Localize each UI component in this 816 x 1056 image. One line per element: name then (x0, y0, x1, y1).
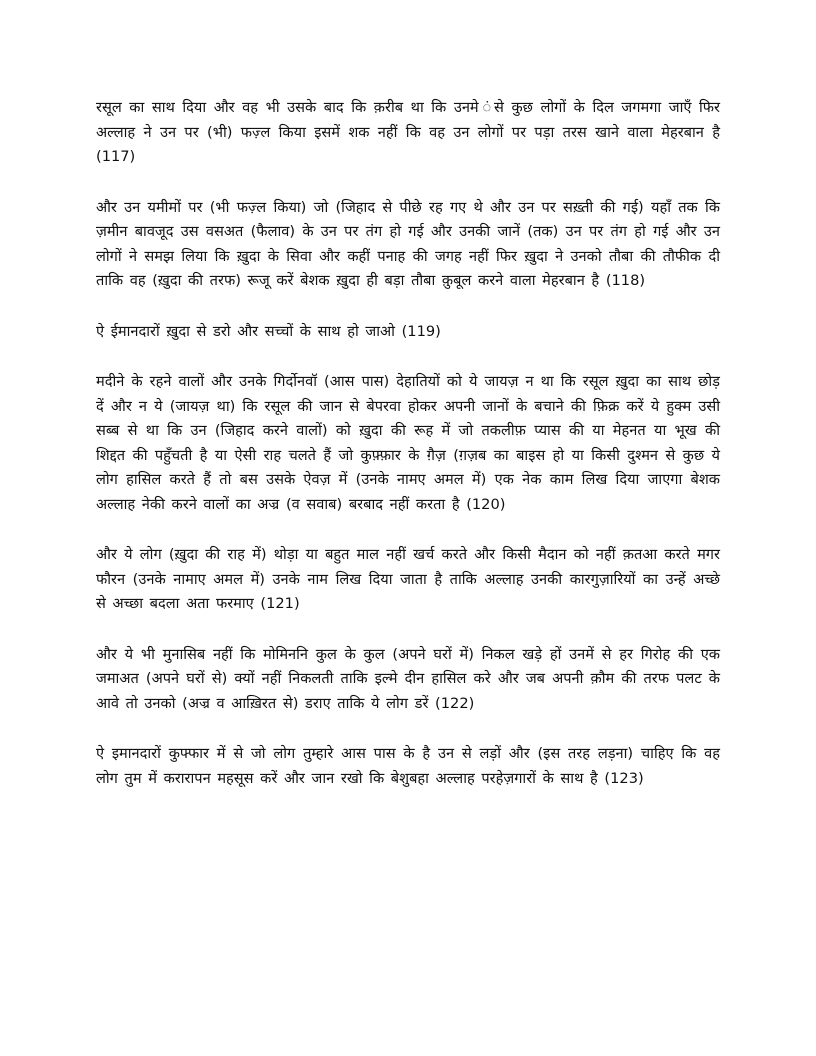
verse-paragraph: और ये भी मुनासिब नहीं कि मोमिननि कुल के कुल (अपने घरों में) निकल खड़े हों उनमें से हर गिरोह की एक जमाअत (अपने घरों से) क्यों नहीं निकलती ताकि इल्मे दीन हासिल करे और जब अपनी क़ौम की तरफ पलट के आवे तो उनको (अज्र व आख़िरत से) डराए ताकि ये लोग डरें (122) (96, 645, 720, 712)
verse-paragraph: ऐ इमानदारों कुफ्फार में से जो लोग तुम्हारे आस पास के है उन से लड़ों और (इस तरह लड़ना) चाहिए कि वह लोग तुम में करारापन महसूस करें और जान रखो कि बेशुबहा अल्लाह परहेज़गारों के साथ है (123) (96, 745, 720, 787)
verse-paragraph: और ये लोग (ख़ुदा की राह में) थोड़ा या बहुत माल नहीं खर्च करते और किसी मैदान को नहीं क़तआ करते मगर फौरन (उनके नामाए अमल में) उनके नाम लिख दिया जाता है ताकि अल्लाह उनकी कारगुज़ारियों का उन्हें अच्छे से अच्छा बदला अता फरमाए (121) (96, 546, 720, 612)
document-body (96, 96, 720, 817)
verse-paragraph: और उन यमीमों पर (भी फज़्ल किया) जो (जिहाद से पीछे रह गए थे और उन पर सख़्ती की गई) यहाँ तक कि ज़मीन बावजूद उस वसअत (फैलाव) के उन पर तंग हो गई और उनकी जानें (तक) उन पर तंग हो गई और उन लोगों ने समझ लिया कि ख़ुदा के सिवा और कहीं पनाह की जगह नहीं फिर ख़ुदा ने उनको तौबा की तौफीक दी ताकि वह (ख़ुदा की तरफ) रूजू करें बेशक ख़ुदा ही बड़ा तौबा क़ुबूल करने वाला मेहरबान है (118) (96, 198, 720, 289)
verse-paragraph: मदीने के रहने वालों और उनके गिर्दोनवॉ (आस पास) देहातियों को ये जायज़ न था कि रसूल ख़ुदा का साथ छोड़ दें और न ये (जायज़ था) कि रसूल की जान से बेपरवा होकर अपनी जानों के बचाने की फ़िक्र करें ये हुक्म उसी सब्ब से था कि उन (जिहाद करने वालों) को ख़ुदा की रूह में जो तकलीफ़ प्यास की या मेहनत या भूख की शिद्दत की पहुँचती है या ऐसी राह चलते हैं जो कुफ़्फ़ार के ग़ैज़ (ग़ज़ब का बाइस हो या किसी दुश्मन से कुछ ये लोग हासिल करते हैं तो बस उसके ऐवज़ में (उनके नामए अमल में) एक नेक काम लिख दिया जाएगा बेशक अल्लाह नेकी करने वालों का अज्र (व सवाब) बरबाद नहीं करता है (120) (96, 373, 720, 513)
verse-paragraph: रसूल का साथ दिया और वह भी उसके बाद कि क़रीब था कि उनमे ंसे कुछ लोगों के दिल जगमगा जाएँ फिर अल्लाह ने उन पर (भी) फज़्ल किया इसमें शक नहीं कि वह उन लोगों पर पड़ा तरस खाने वाला मेहरबान है (117) (96, 99, 720, 165)
verse-paragraph: ऐ ईमानदारों ख़ुदा से डरो और सच्चों के साथ हो जाओ (119) (96, 322, 441, 340)
